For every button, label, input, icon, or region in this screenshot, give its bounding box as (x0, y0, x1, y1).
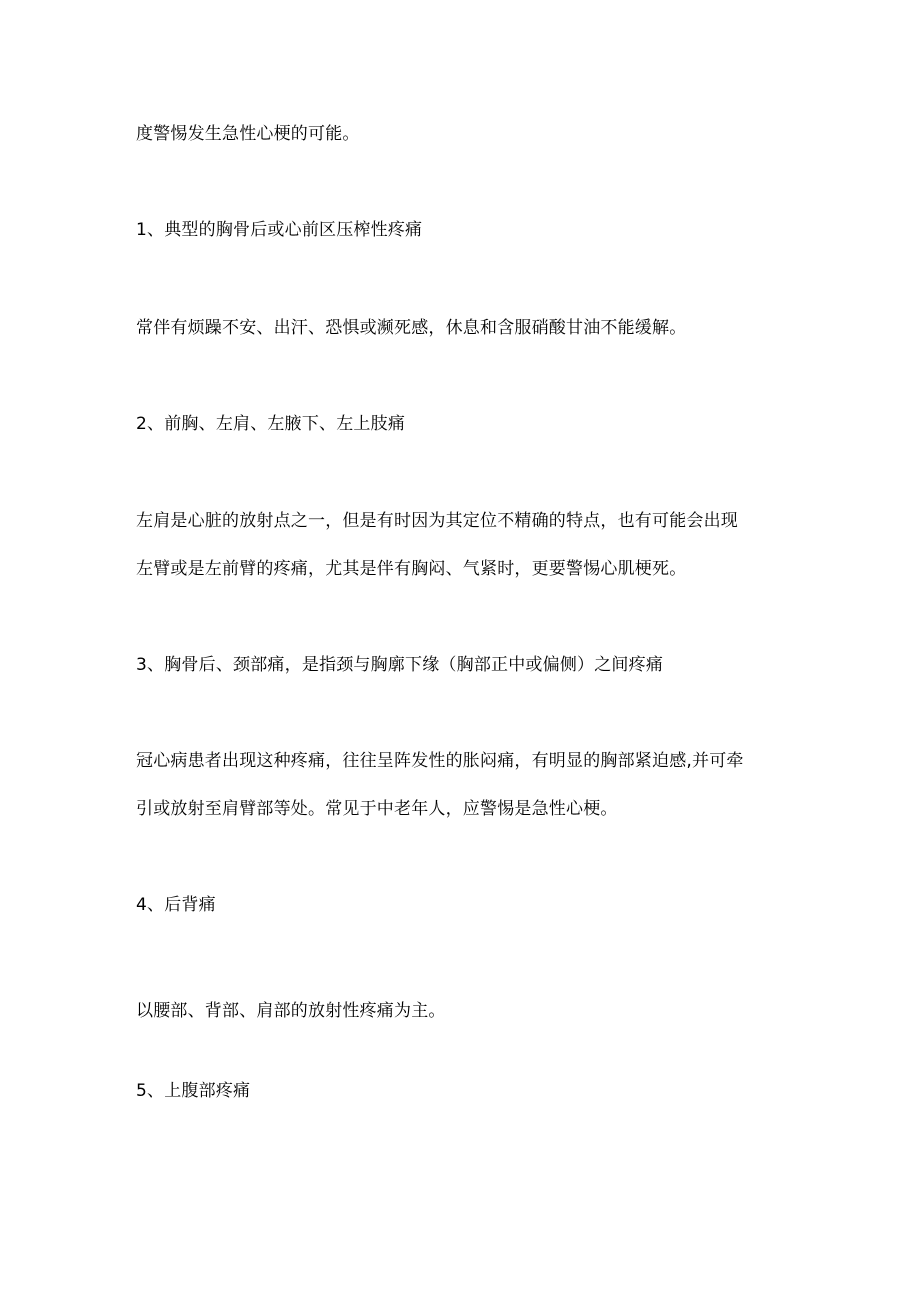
heading-upper-abdominal-pain: 5、上腹部疼痛 (136, 1081, 251, 1101)
paragraph-line-intro-end: 度警惕发生急性心梗的可能。 (136, 124, 360, 144)
paragraph-left-shoulder-pain-line-1: 左肩是心脏的放射点之一，但是有时因为其定位不精确的特点，也有可能会出现 (136, 511, 738, 531)
heading-left-shoulder-pain: 2、前胸、左肩、左腋下、左上肢痛 (136, 414, 406, 434)
paragraph-back-pain: 以腰部、背部、肩部的放射性疼痛为主。 (136, 1001, 446, 1021)
heading-typical-chest-pain: 1、典型的胸骨后或心前区压榨性疼痛 (136, 220, 423, 240)
paragraph-typical-chest-pain: 常伴有烦躁不安、出汗、恐惧或濒死感，休息和含服硝酸甘油不能缓解。 (136, 318, 687, 338)
heading-back-pain: 4、后背痛 (136, 895, 216, 915)
paragraph-left-shoulder-pain-line-2: 左臂或是左前臂的疼痛，尤其是伴有胸闷、气紧时，更要警惕心肌梗死。 (136, 559, 687, 579)
paragraph-sternum-neck-pain-line-1: 冠心病患者出现这种疼痛，往往呈阵发性的胀闷痛，有明显的胸部紧迫感,并可牵 (136, 751, 744, 771)
paragraph-sternum-neck-pain-line-2: 引或放射至肩臂部等处。常见于中老年人，应警惕是急性心梗。 (136, 799, 618, 819)
heading-sternum-neck-pain: 3、胸骨后、颈部痛，是指颈与胸廓下缘（胸部正中或偏侧）之间疼痛 (136, 655, 664, 675)
